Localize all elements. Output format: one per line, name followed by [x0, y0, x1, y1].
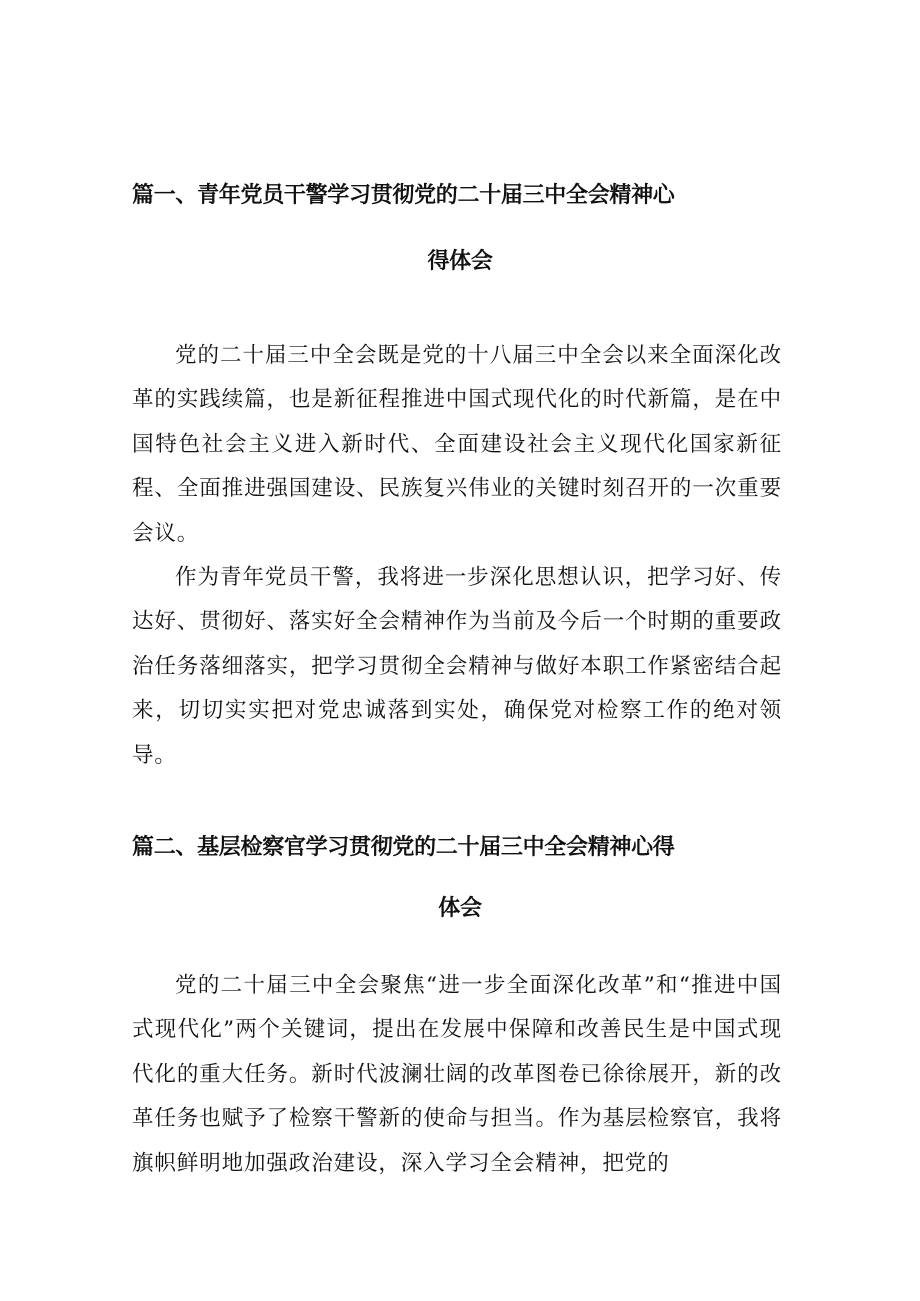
section-1-title-line-1: 篇一、青年党员干警学习贯彻党的二十届三中全会精神心	[132, 183, 675, 208]
section-1-paragraph-1: 党的二十届三中全会既是党的十八届三中全会以来全面深化改革的实践续篇，也是新征程推进中国式现代化的时代新篇，是在中国特色社会主义进入新时代、全面建设社会主义现代化国家新征程、全面推进强国建设、民族复兴伟业的关键时刻召开的一次重要会议。	[132, 343, 782, 546]
section-1-paragraph-2: 作为青年党员干警，我将进一步深化思想认识，把学习好、传达好、贯彻好、落实好全会精神作为当前及今后一个时期的重要政治任务落细落实，把学习贯彻全会精神与做好本职工作紧密结合起来，切切实实把对党忠诚落到实处，确保党对检察工作的绝对领导。	[132, 565, 782, 768]
section-2-title-line-1: 篇二、基层检察官学习贯彻党的二十届三中全会精神心得	[132, 835, 675, 860]
section-1-title-line-2: 得体会	[427, 249, 493, 274]
section-2-paragraph-1: 党的二十届三中全会聚焦“进一步全面深化改革”和“推进中国式现代化”两个关键词，提出在发展中保障和改善民生是中国式现代化的重大任务。新时代波澜壮阔的改革图卷已徐徐展开，新的改革任务也赋予了检察干警新的使命与担当。作为基层检察官，我将旗帜鲜明地加强政治建设，深入学习全会精神，把党的	[132, 973, 782, 1176]
section-2-title-line-2: 体会	[438, 896, 482, 921]
